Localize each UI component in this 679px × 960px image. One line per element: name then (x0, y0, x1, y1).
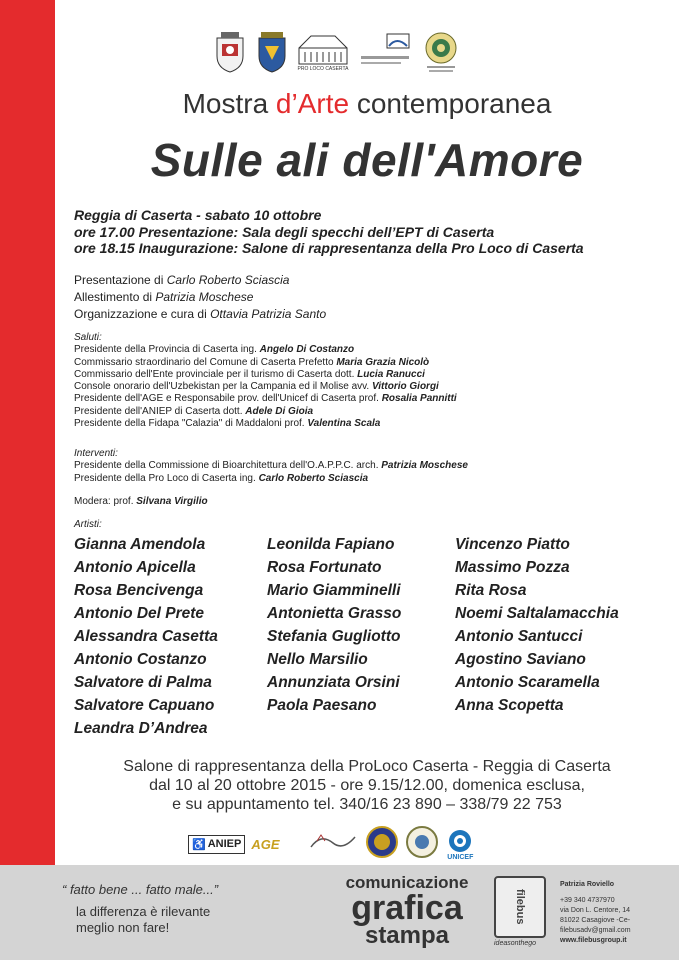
person-name: Carlo Roberto Sciascia (258, 472, 369, 484)
ente-turismo-logo (357, 30, 413, 74)
tagline-line: meglio non fare! (76, 920, 170, 935)
artist-name: Alessandra Casetta (74, 628, 218, 645)
province-coat-of-arms (255, 30, 289, 74)
age-logo: AGE (251, 836, 280, 852)
person-name: Adele Di Gioia (245, 405, 314, 417)
contact-email[interactable]: filebusadv@gmail.com (560, 927, 631, 934)
artist-name: Annunziata Orsini (267, 674, 400, 691)
saluti-item (74, 344, 674, 356)
contact-phone: +39 340 4737970 (560, 897, 615, 904)
credit-label: Allestimento di (74, 290, 156, 304)
moderator-name: Silvana Virgilio (136, 496, 208, 507)
role-text: Presidente della Provincia di Caserta ing. (74, 344, 260, 356)
artist-name: Leonilda Fapiano (267, 536, 395, 553)
artist-name: Noemi Saltalamacchia (455, 605, 619, 622)
contact-address: via Don L. Centore, 14 (560, 907, 631, 914)
interventi-label: Interventi: (74, 448, 118, 459)
artist-name: Salvatore di Palma (74, 674, 212, 691)
artist-name: Rosa Bencivenga (74, 582, 204, 599)
footer-tagline (76, 904, 210, 936)
brand-line-2: grafica (351, 889, 463, 927)
fidapa-logo (307, 829, 359, 860)
credit-label: Presentazione di (74, 273, 167, 287)
role-text: Presidente dell'AGE e Responsabile prov. dell'Unicef di Caserta prof. (74, 393, 382, 405)
info-line: ore 17.00 Presentazione: Sala degli specchi dell’EPT di Caserta (74, 223, 495, 240)
role-text: Console onorario dell'Uzbekistan per la Campania ed il Molise avv. (74, 381, 372, 393)
credit-name: Ottavia Patrizia Santo (210, 307, 327, 321)
saluti-label: Saluti: (74, 332, 102, 343)
role-text: Presidente dell'ANIEP di Caserta dott. (74, 405, 246, 417)
interventi-item (74, 473, 674, 485)
filebus-logo (494, 876, 546, 947)
credits (74, 272, 674, 323)
artist-name: Nello Marsilio (267, 651, 368, 668)
role-text: Commissario dell'Ente provinciale per il turismo di Caserta dott. (74, 368, 358, 380)
person-name: Angelo Di Costanzo (259, 344, 355, 356)
contact-block (560, 880, 631, 946)
exhibition-title: Sulle ali dell'Amore (150, 134, 584, 186)
credit-line (74, 306, 674, 323)
venue-line: dal 10 al 20 ottobre 2015 - ore 9.15/12.00, domenica esclusa, (149, 777, 585, 794)
filebus-text: filebus (514, 889, 526, 925)
artist-name: Anna Scopetta (455, 697, 564, 714)
artists-column-1 (74, 533, 218, 740)
artists-column-2 (267, 533, 401, 717)
footer-quote: “ fatto bene ... fatto male...” (62, 882, 219, 897)
credit-label: Organizzazione e cura di (74, 307, 211, 321)
artist-name: Rosa Fortunato (267, 559, 382, 576)
brand-wordmark (334, 874, 480, 948)
contact-name: Patrizia Roviello (560, 881, 615, 888)
info-line: ore 18.15 Inaugurazione: Salone di rappresentanza della Pro Loco di Caserta (74, 240, 584, 256)
artist-name: Paola Paesano (267, 697, 377, 714)
contact-website[interactable]: www.filebusgroup.it (560, 937, 627, 944)
subtitle-part2: contemporanea (349, 88, 552, 119)
wheelchair-icon: ♿ (192, 838, 206, 851)
artist-name: Antonio Apicella (74, 559, 196, 576)
artist-name: Salvatore Capuano (74, 697, 215, 714)
interventi-item (74, 460, 674, 472)
artist-name: Gianna Amendola (74, 536, 206, 553)
brand-line-3: stampa (364, 922, 450, 949)
unicef-logo (445, 828, 475, 861)
credit-line (74, 289, 674, 306)
artist-name: Antonio Scaramella (455, 674, 600, 691)
artist-name: Antonietta Grasso (267, 605, 402, 622)
role-text: Presidente della Commissione di Bioarchitettura dell'O.A.P.P.C. arch. (74, 460, 382, 472)
saluti-item (74, 357, 674, 369)
saluti-item (74, 369, 674, 381)
artist-name: Antonio Del Prete (74, 605, 205, 622)
sponsor-logos (188, 824, 518, 864)
red-side-bar (0, 0, 55, 865)
seal-logo (405, 825, 439, 864)
moderator-label: Modera: prof. (74, 496, 137, 507)
credit-line (74, 272, 674, 289)
artist-name: Leandra D’Andrea (74, 720, 208, 737)
artist-name: Massimo Pozza (455, 559, 570, 576)
proloco-caserta-logo (297, 30, 349, 72)
proloco-caption: PRO LOCO CASERTA (297, 66, 349, 72)
artist-name: Stefania Gugliotto (267, 628, 401, 645)
exhibition-subtitle (55, 88, 679, 120)
contact-city: 81022 Casagiove -Ce- (560, 917, 631, 924)
saluti-section (74, 332, 674, 430)
role-text: Commissario straordinario del Comune di Caserta Prefetto (74, 356, 337, 368)
person-name: Vittorio Giorgi (371, 381, 439, 393)
artist-name: Antonio Santucci (455, 628, 583, 645)
role-text: Presidente della Fidapa "Calazia" di Maddaloni prof. (74, 418, 308, 430)
tagline-line: la differenza è rilevante (76, 904, 211, 919)
subtitle-part1: Mostra (182, 88, 276, 119)
artists-label: Artisti: (74, 519, 102, 530)
aniep-text: ANIEP (207, 838, 242, 850)
person-name: Patrizia Moschese (381, 460, 468, 472)
artists-column-3 (455, 533, 619, 717)
artist-name: Antonio Costanzo (74, 651, 207, 668)
filebus-tagline: ideasonthego (494, 940, 537, 947)
medallion-logo (365, 825, 399, 864)
artist-name: Mario Giamminelli (267, 582, 401, 599)
person-name: Lucia Ranucci (357, 368, 425, 380)
saluti-item (74, 406, 674, 418)
info-line: Reggia di Caserta - sabato 10 ottobre (74, 207, 322, 223)
venue-info (55, 757, 679, 814)
saluti-item (74, 393, 674, 405)
interventi-section (74, 448, 674, 485)
subtitle-accent: d’Arte (275, 88, 350, 119)
brand-line-1: comunicazione (345, 873, 469, 892)
credit-name: Patrizia Moschese (155, 290, 254, 304)
person-name: Rosalia Pannitti (381, 393, 457, 405)
caserta-coat-of-arms (213, 30, 247, 74)
uzbekistan-consulate-logo (421, 30, 461, 74)
person-name: Maria Grazia Nicolò (336, 356, 430, 368)
filebus-box (494, 876, 546, 938)
saluti-item (74, 381, 674, 393)
artist-name: Vincenzo Piatto (455, 536, 570, 553)
venue-line: Salone di rappresentanza della ProLoco Caserta - Reggia di Caserta (123, 758, 611, 775)
saluti-item (74, 418, 674, 430)
event-info (74, 207, 674, 257)
unicef-text: UNICEF (447, 853, 474, 861)
role-text: Presidente della Pro Loco di Caserta ing. (74, 472, 259, 484)
venue-line: e su appuntamento tel. 340/16 23 890 – 338/79 22 753 (172, 796, 562, 813)
person-name: Valentina Scala (307, 418, 381, 430)
artist-name: Rita Rosa (455, 582, 527, 599)
aniep-logo (188, 835, 245, 854)
credit-name: Carlo Roberto Sciascia (166, 273, 290, 287)
artist-name: Agostino Saviano (455, 651, 586, 668)
moderator-line (74, 496, 674, 508)
logo-row (213, 30, 463, 80)
